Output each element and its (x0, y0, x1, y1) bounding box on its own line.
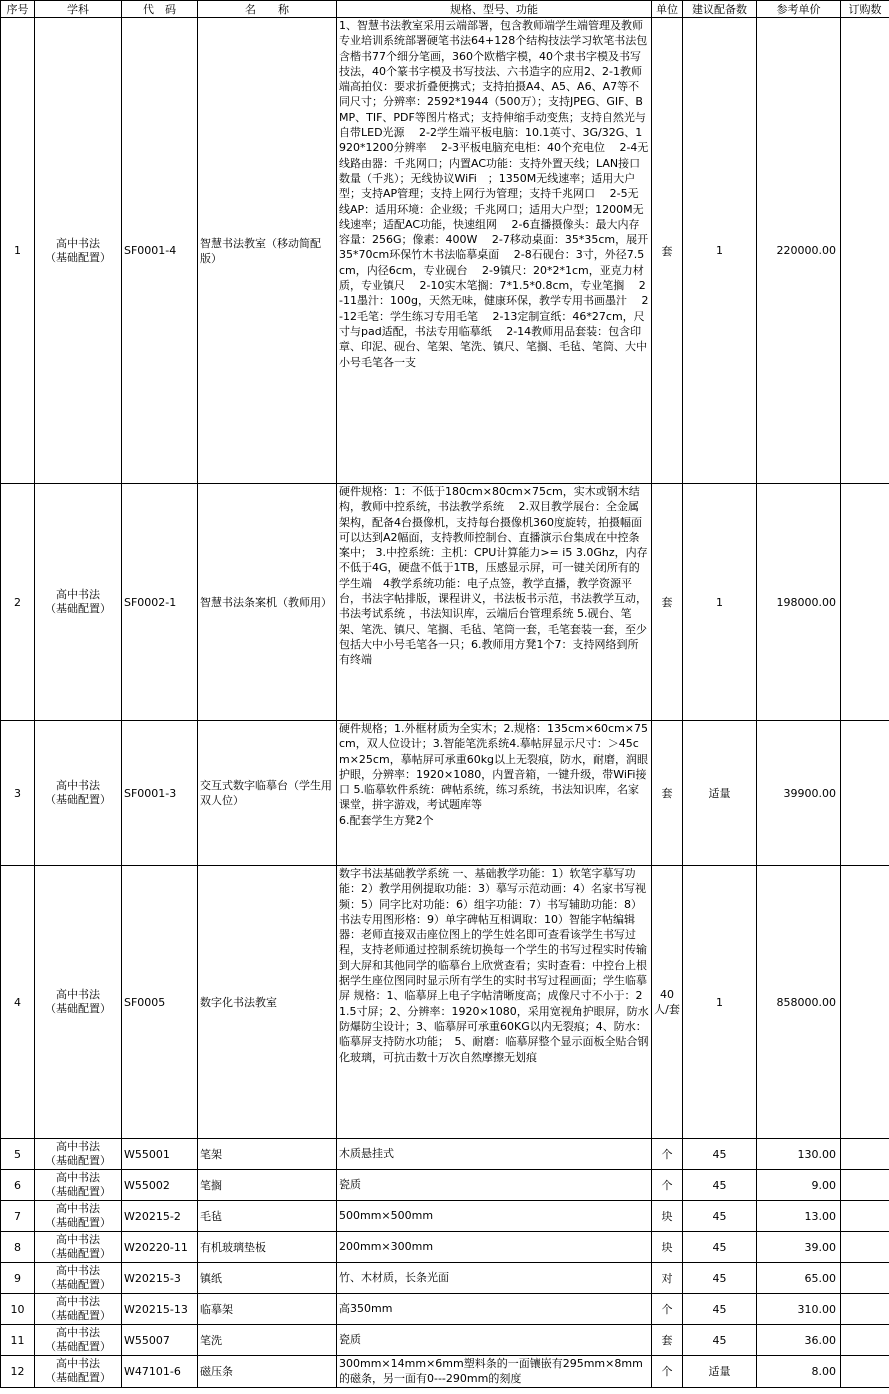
row-code: W20215-2 (122, 1201, 198, 1232)
row-number: 10 (1, 1294, 35, 1325)
row-subject-line1: 高中书法 (56, 1295, 100, 1308)
row-name: 磁压条 (198, 1356, 337, 1388)
table-row (1, 721, 889, 866)
row-name: 数字化书法教室 (198, 866, 337, 1139)
row-number: 1 (1, 18, 35, 484)
row-subject-line1: 高中书法 (56, 779, 100, 792)
row-number: 2 (1, 484, 35, 721)
table-row (1, 1232, 889, 1263)
row-code: W20215-3 (122, 1263, 198, 1294)
row-price: 36.00 (757, 1325, 841, 1356)
row-unit: 40人/套 (652, 866, 683, 1139)
row-name: 笔搁 (198, 1170, 337, 1201)
row-code: SF0002-1 (122, 484, 198, 721)
row-order (841, 1356, 889, 1388)
row-unit: 块 (652, 1201, 683, 1232)
table-row (1, 1356, 889, 1388)
row-spec: 200mm×300mm (337, 1232, 652, 1263)
row-subject-line1: 高中书法 (56, 988, 100, 1001)
row-name: 交互式数字临摹台（学生用双人位） (198, 721, 337, 866)
row-spec: 硬件规格：1：不低于180cm×80cm×75cm，实木或钢木结构，教师中控系统，书法教学系统 2.双目教学展台：全金属架构，配备4台摄像机，支持每台摄像机360度旋转，拍摄幅面可以达到A2幅面，支持教师控制台、直播演示台集成在中控条案中； 3.中控系统：主机：CPU计算能力>= i5 3.0Ghz，内存不低于4G，硬盘不低于1TB，压感显示屏，可一键关闭所有的学生端 4教学系统功能：电子点签，教学直播，教学资源平台，书法字帖排版，课程讲义，书法板书示范，书法教学互动，书法考试系统 ，书法知识库，云端后台管理系统 5.砚台、笔架、笔洗、镇尺、笔搁、毛毡、笔筒一套，毛笔套装一套，至少包括大中小号毛笔各一只；6.教师用方凳1个7：支持网络到所有终端 (337, 484, 652, 721)
row-unit: 对 (652, 1263, 683, 1294)
row-number: 11 (1, 1325, 35, 1356)
row-price: 39.00 (757, 1232, 841, 1263)
row-subject (35, 484, 122, 721)
row-subject (35, 1201, 122, 1232)
row-order (841, 1294, 889, 1325)
row-qty: 45 (683, 1232, 757, 1263)
row-subject-line2: （基础配置） (45, 1371, 111, 1385)
row-spec: 高350mm (337, 1294, 652, 1325)
row-qty: 适量 (683, 1356, 757, 1388)
table-row (1, 1294, 889, 1325)
row-qty: 1 (683, 18, 757, 484)
row-price: 130.00 (757, 1139, 841, 1170)
row-subject-line2: （基础配置） (45, 1002, 111, 1015)
header-order: 订购数 (841, 1, 889, 18)
row-price: 8.00 (757, 1356, 841, 1388)
row-name: 笔洗 (198, 1325, 337, 1356)
table-row (1, 1325, 889, 1356)
row-order (841, 1139, 889, 1170)
header-no: 序号 (1, 1, 35, 18)
row-name: 笔架 (198, 1139, 337, 1170)
header-qty: 建议配备数 (683, 1, 757, 18)
table-row (1, 1263, 889, 1294)
row-subject (35, 18, 122, 484)
row-order (841, 1232, 889, 1263)
row-subject-line2: （基础配置） (45, 793, 111, 806)
row-subject (35, 866, 122, 1139)
row-unit: 个 (652, 1356, 683, 1388)
row-subject-line2: （基础配置） (45, 1309, 111, 1322)
row-subject-line1: 高中书法 (56, 236, 100, 250)
row-name: 有机玻璃垫板 (198, 1232, 337, 1263)
row-number: 3 (1, 721, 35, 866)
row-code: W55007 (122, 1325, 198, 1356)
row-price: 65.00 (757, 1263, 841, 1294)
row-code: SF0001-3 (122, 721, 198, 866)
row-unit: 套 (652, 1325, 683, 1356)
row-unit: 套 (652, 18, 683, 484)
row-number: 7 (1, 1201, 35, 1232)
row-order (841, 721, 889, 866)
row-spec: 瓷质 (337, 1170, 652, 1201)
table-row (1, 484, 889, 721)
row-qty: 适量 (683, 721, 757, 866)
row-unit: 块 (652, 1232, 683, 1263)
row-name: 智慧书法教室（移动简配版） (198, 18, 337, 484)
row-subject-line1: 高中书法 (56, 1326, 100, 1339)
table-row (1, 18, 889, 484)
row-spec: 木质悬挂式 (337, 1139, 652, 1170)
row-subject (35, 1356, 122, 1388)
row-qty: 45 (683, 1325, 757, 1356)
row-name: 智慧书法条案机（教师用） (198, 484, 337, 721)
row-spec: 500mm×500mm (337, 1201, 652, 1232)
row-price: 858000.00 (757, 866, 841, 1139)
row-subject-line1: 高中书法 (56, 1264, 100, 1277)
row-subject-line2: （基础配置） (45, 1216, 111, 1229)
row-order (841, 1263, 889, 1294)
row-order (841, 1170, 889, 1201)
row-subject-line2: （基础配置） (45, 602, 111, 615)
row-spec: 1、智慧书法教室采用云端部署，包含教师端学生端管理及教师专业培训系统部署硬笔书法64+128个结构技法学习软笔书法包含楷书77个细分笔画，360个欧楷字模，40个隶书字模及书写技法，40个篆书字模及书写技法、六书造字的应用2、2-1教师端高拍仪：要求折叠便携式；支持拍摄A4、A5、A6、A7等不同尺寸；分辨率：2592*1944（500万）；支持JPEG、GIF、BMP、TIF、PDF等图片格式；支持伸缩手动变焦；支持自然光与自带LED光源 2-2学生端平板电脑：10.1英寸、3G/32G、1920*1200分辨率 2-3平板电脑充电柜：40个充电位 2-4无线路由器：千兆网口；内置AC功能：支持外置天线；LAN接口数量（千兆）；无线协议WiFi ；1350M无线速率；适用大户型；支持AP管理；支持上网行为管理；支持千兆网口 2-5无线AP：适用环境：企业级；千兆网口；适用大户型；1200M无线速率；适配AC功能，快速组网 2-6直播摄像头：最大内存容量：256G；像素：400W 2-7移动桌面：35*35cm，展开35*70cm环保竹木书法临摹桌面 2-8石砚台：3寸，外径7.5cm，内径6cm，专业砚台 2-9镇尺：20*2*1cm，亚克力材质，专业镇尺 2-10实木笔搁：7*1.5*0.8cm，专业笔搁 2-11墨汁：100g，天然无味，健康环保，教学专用书画墨汁 2-12毛笔：学生练习专用毛笔 2-13定制宣纸：46*27cm，尺寸与pad适配，书法专用临摹纸 2-14教师用品套装：包含印章、印泥、砚台、笔架、笔洗、镇尺、笔搁、毛毡、笔筒、大中小号毛笔各一支 (337, 18, 652, 484)
row-spec: 竹、木材质，长条光面 (337, 1263, 652, 1294)
row-number: 9 (1, 1263, 35, 1294)
header-spec: 规格、型号、功能 (337, 1, 652, 18)
row-qty: 1 (683, 866, 757, 1139)
row-subject-line1: 高中书法 (56, 1202, 100, 1215)
row-code: W20215-13 (122, 1294, 198, 1325)
row-qty: 45 (683, 1294, 757, 1325)
header-code: 代 码 (122, 1, 198, 18)
row-qty: 45 (683, 1263, 757, 1294)
row-price: 13.00 (757, 1201, 841, 1232)
row-subject-line2: （基础配置） (45, 1340, 111, 1353)
row-code: W55001 (122, 1139, 198, 1170)
row-subject (35, 1170, 122, 1201)
row-unit: 套 (652, 721, 683, 866)
header-subject: 学科 (35, 1, 122, 18)
row-spec: 瓷质 (337, 1325, 652, 1356)
row-subject (35, 1263, 122, 1294)
row-order (841, 18, 889, 484)
row-subject-line2: （基础配置） (45, 1185, 111, 1198)
row-order (841, 866, 889, 1139)
table-row (1, 866, 889, 1139)
row-spec: 300mm×14mm×6mm塑料条的一面镶嵌有295mm×8mm的磁条，另一面有0---290mm的刻度 (337, 1356, 652, 1388)
row-number: 12 (1, 1356, 35, 1388)
row-qty: 45 (683, 1139, 757, 1170)
row-subject-line2: （基础配置） (45, 1278, 111, 1291)
row-number: 5 (1, 1139, 35, 1170)
row-subject (35, 1232, 122, 1263)
row-price: 310.00 (757, 1294, 841, 1325)
row-code: SF0005 (122, 866, 198, 1139)
row-name: 临摹架 (198, 1294, 337, 1325)
header-row (1, 1, 889, 18)
row-number: 4 (1, 866, 35, 1139)
row-subject-line2: （基础配置） (45, 250, 111, 264)
row-name: 镇纸 (198, 1263, 337, 1294)
row-code: W20220-11 (122, 1232, 198, 1263)
row-subject-line1: 高中书法 (56, 1171, 100, 1184)
row-unit: 个 (652, 1294, 683, 1325)
row-price: 220000.00 (757, 18, 841, 484)
table-row (1, 1170, 889, 1201)
row-unit: 套 (652, 484, 683, 721)
row-unit: 个 (652, 1170, 683, 1201)
header-price: 参考单价 (757, 1, 841, 18)
row-number: 8 (1, 1232, 35, 1263)
header-name: 名 称 (198, 1, 337, 18)
row-spec: 数字书法基础教学系统 一、基础教学功能：1）软笔字摹写功能：2）教学用例提取功能：3）摹写示范动画：4）名家书写视频：5）同字比对功能：6）组字功能：7）书写辅助功能：8）书法专用图形格：9）单字碑帖互相调取：10）智能字帖编辑器：老师直接双击座位图上的学生姓名即可查看该学生书写过程，支持老师通过控制系统切换每一个学生的书写过程实时传输到大屏和其他同学的临摹台上欣赏查看；实时查看：中控台上根据学生座位图同时显示所有学生的实时书写过程画面；学生临摹屏 规格：1、临摹屏上电子字帖清晰度高；成像尺寸不小于：21.5寸屏；2、分辨率：1920×1080，采用宽视角护眼屏，防水防爆防尘设计；3、临摹屏可承重60KG以内无裂痕；4、防水：临摹屏支持防水功能； 5、耐磨：临摹屏整个显示面板全贴合钢化玻璃，可抗击数十万次自然摩擦无划痕 (337, 866, 652, 1139)
row-price: 39900.00 (757, 721, 841, 866)
row-unit: 个 (652, 1139, 683, 1170)
row-subject-line1: 高中书法 (56, 1140, 100, 1153)
row-subject-line1: 高中书法 (56, 1357, 100, 1371)
row-order (841, 484, 889, 721)
row-subject-line1: 高中书法 (56, 588, 100, 601)
row-subject-line1: 高中书法 (56, 1233, 100, 1246)
row-subject-line2: （基础配置） (45, 1154, 111, 1167)
row-code: SF0001-4 (122, 18, 198, 484)
row-qty: 1 (683, 484, 757, 721)
header-unit: 单位 (652, 1, 683, 18)
row-code: W55002 (122, 1170, 198, 1201)
row-spec: 硬件规格；1.外框材质为全实木；2.规格：135cm×60cm×75cm，双人位设计；3.智能笔洗系统4.摹帖屏显示尺寸：＞45cm×25cm，摹帖屏可承重60kg以上无裂痕，防水，耐磨，润眼护眼，分辨率：1920×1080，内置音箱，一键升级，带WiFi接口 5.临摹软件系统：碑帖系统，练习系统，书法知识库，名家课堂，拼字游戏，考试题库等 6.配套学生方凳2个 (337, 721, 652, 866)
row-name: 毛毡 (198, 1201, 337, 1232)
row-order (841, 1201, 889, 1232)
table-row (1, 1139, 889, 1170)
row-subject (35, 1294, 122, 1325)
row-price: 198000.00 (757, 484, 841, 721)
row-subject (35, 721, 122, 866)
row-qty: 45 (683, 1170, 757, 1201)
table-row (1, 1201, 889, 1232)
row-subject-line2: （基础配置） (45, 1247, 111, 1260)
row-qty: 45 (683, 1201, 757, 1232)
row-subject (35, 1325, 122, 1356)
row-code: W47101-6 (122, 1356, 198, 1388)
row-order (841, 1325, 889, 1356)
row-price: 9.00 (757, 1170, 841, 1201)
row-number: 6 (1, 1170, 35, 1201)
row-subject (35, 1139, 122, 1170)
